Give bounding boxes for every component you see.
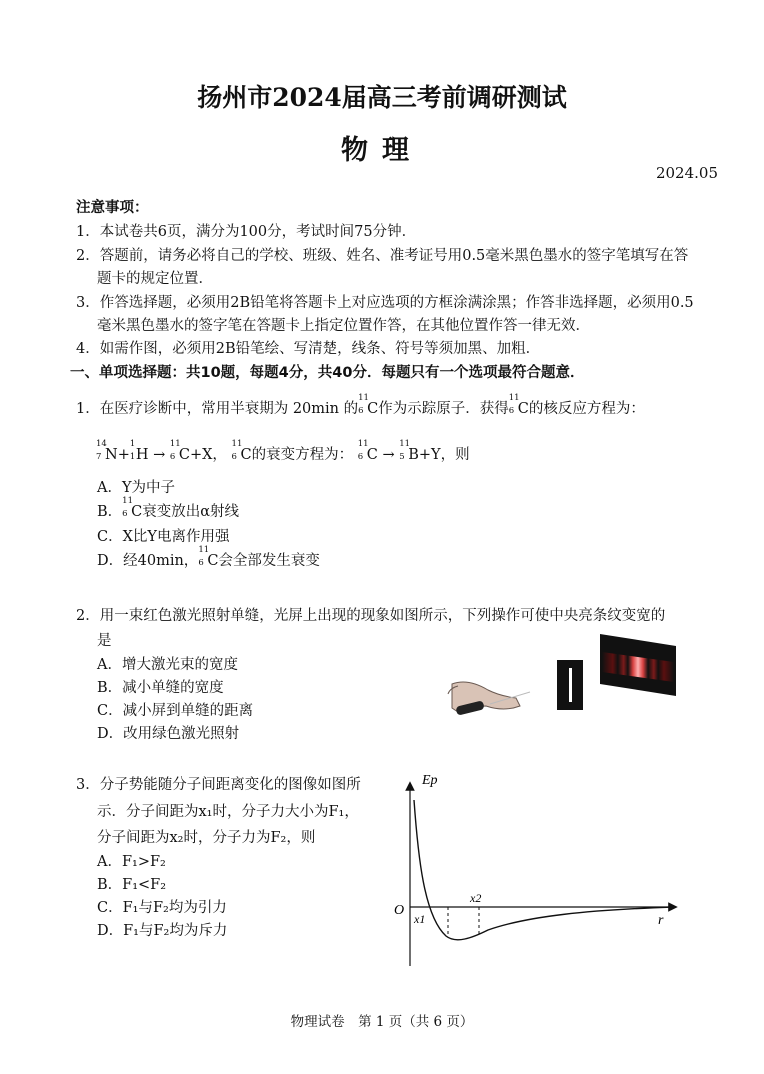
- notice-item-3-cont: 毫米黑色墨水的签字笔在答题卡上指定位置作答，在其他位置作答一律无效．: [97, 318, 590, 334]
- q3-option-a: A．F₁>F₂: [97, 854, 166, 870]
- notice-item-1: 1．本试卷共6页，满分为100分，考试时间75分钟．: [76, 224, 417, 240]
- exam-date: 2024.05: [655, 164, 718, 182]
- ep-curve: [414, 800, 673, 940]
- q1-option-d: D．经40min， 11 6 C会全部发生衰变: [97, 545, 320, 569]
- notice-heading: 注意事项：: [76, 200, 149, 216]
- subject-title: 物理: [341, 135, 423, 166]
- q2-option-d: D．改用绿色激光照射: [97, 726, 240, 742]
- exam-title: 扬州市2024届高三考前调研测试: [197, 83, 567, 112]
- q1-option-c: C．X比Y电离作用强: [97, 529, 230, 545]
- single-slit-plate: [557, 660, 583, 710]
- q1-option-b: B． 11 6 C衰变放出α射线: [97, 496, 240, 520]
- notice-item-3: 3．作答选择题，必须用2B铅笔将答题卡上对应选项的方框涂满涂黑；作答非选择题，必须用0.5: [76, 295, 694, 311]
- section-1-heading: 一、单项选择题：共10题，每题4分，共40分．每题只有一个选项最符合题意．: [70, 365, 585, 381]
- x2-label: x2: [470, 891, 482, 905]
- q3-option-b: B．F₁<F₂: [97, 877, 167, 893]
- notice-item-2: 2．答题前，请务必将自己的学校、班级、姓名、准考证号用0.5毫米黑色墨水的签字笔填写在答: [76, 248, 689, 264]
- y-axis-label: Ep: [422, 773, 438, 788]
- q3-option-c: C．F₁与F₂均为引力: [97, 900, 227, 916]
- laser-pointer-hand: [448, 682, 530, 716]
- notice-item-2-cont: 题卡的规定位置．: [97, 271, 213, 287]
- x-axis-label: r: [658, 913, 664, 928]
- q3-potential-energy-graph: [388, 766, 688, 972]
- q1-stem: 1．在医疗诊断中，常用半衰期为 20min 的 11 6 C作为示踪原子．获得 11 6 C的核反应方程为：: [76, 393, 645, 417]
- diffraction-screen: [600, 634, 676, 696]
- q3-stem-cont-1: 示．分子间距为x₁时，分子力大小为F₁，: [97, 804, 359, 820]
- q2-option-b: B．减小单缝的宽度: [97, 680, 224, 696]
- q2-stem-cont: 是: [97, 633, 112, 649]
- q3-stem: 3．分子势能随分子间距离变化的图像如图所: [76, 777, 361, 793]
- q3-stem-cont-2: 分子间距为x₂时，分子力为F₂，则: [97, 830, 316, 846]
- q2-option-c: C．减小屏到单缝的距离: [97, 703, 254, 719]
- x1-label: x1: [414, 912, 426, 926]
- q1-option-a: A．Y为中子: [97, 480, 176, 496]
- notice-item-4: 4．如需作图，必须用2B铅笔绘、写清楚，线条、符号等须加黑、加粗．: [76, 341, 541, 357]
- q1-equations: 14 7 N+ 1 1 H → 11 6 C+X， 11 6 C的衰变方程为： 11 6 C → 11 5 B+Y，则: [96, 439, 470, 463]
- q2-option-a: A．增大激光束的宽度: [97, 657, 238, 673]
- origin-label: O: [394, 903, 405, 918]
- q3-option-d: D．F₁与F₂均为斥力: [97, 923, 228, 939]
- q2-figure: [438, 628, 680, 728]
- page-footer: 物理试卷 第 1 页（共 6 页）: [290, 1014, 474, 1030]
- q2-stem: 2．用一束红色激光照射单缝，光屏上出现的现象如图所示，下列操作可使中央亮条纹变宽的: [76, 608, 666, 624]
